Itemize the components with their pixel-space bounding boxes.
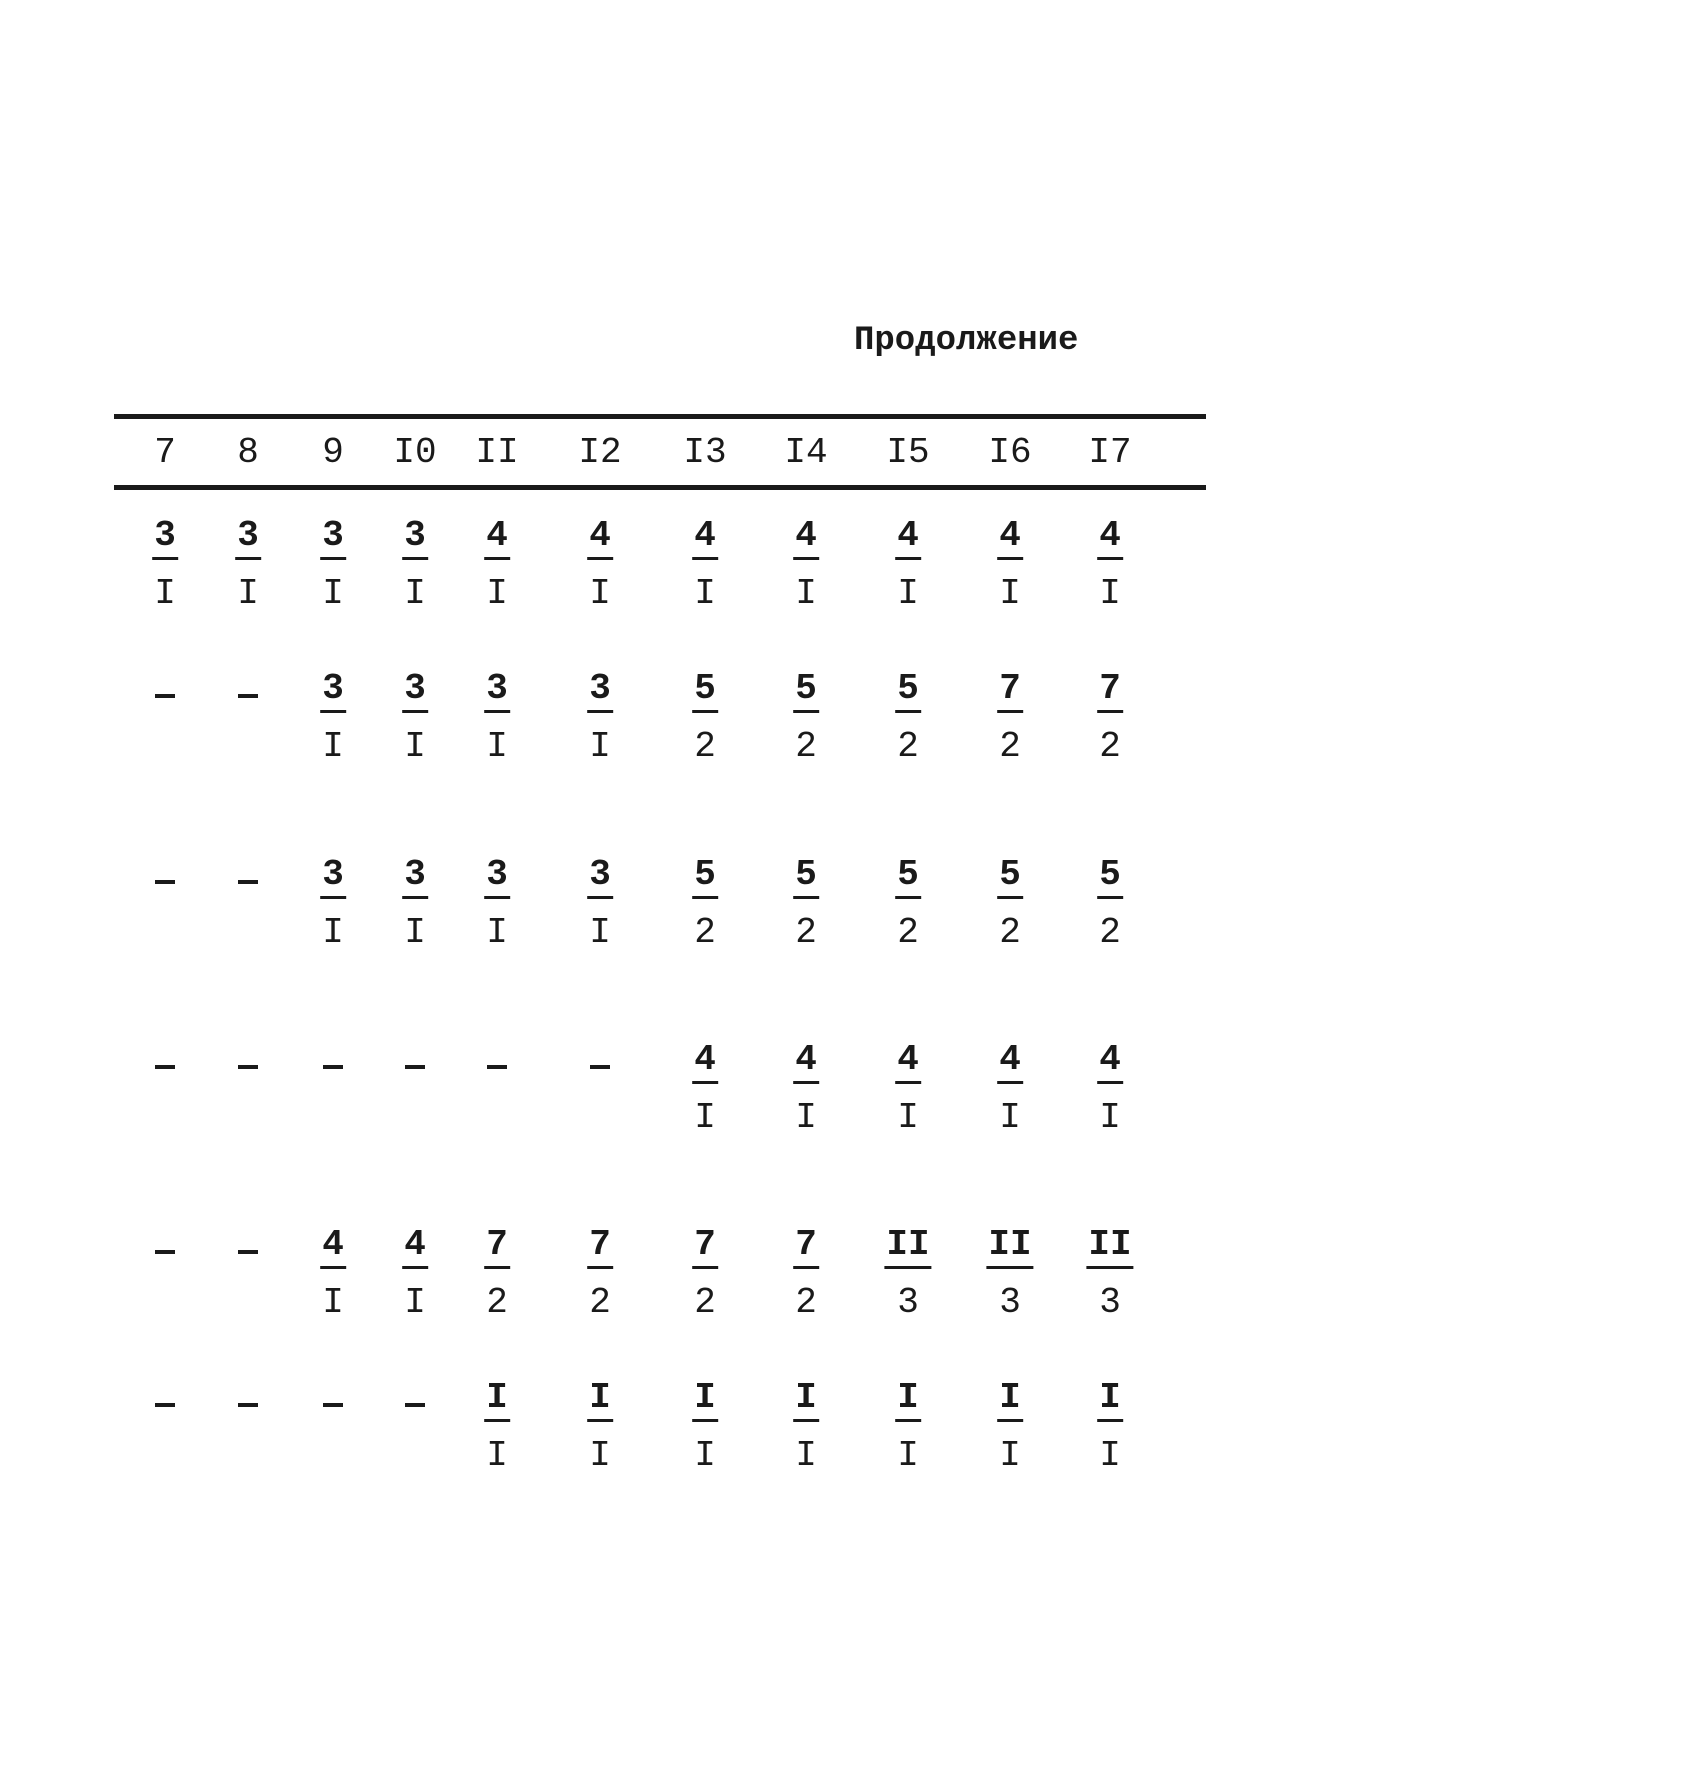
fraction-numerator: 3 [402,857,428,899]
dash-mark [155,1403,175,1407]
column-header: I7 [1088,432,1132,473]
fraction-cell [587,854,613,953]
fraction-denominator: I [486,573,508,614]
fraction-denominator: I [322,726,344,767]
fraction-cell [1097,1377,1123,1476]
fraction-cell [402,668,428,767]
fraction-numerator: 5 [895,671,921,713]
dash-mark [155,880,175,884]
fraction-numerator: 3 [402,671,428,713]
empty-dash-cell [155,1042,175,1078]
fraction-denominator: 2 [795,1282,817,1323]
fraction-cell [895,515,921,614]
fraction-denominator: 3 [1099,1282,1121,1323]
fraction-numerator: 4 [587,518,613,560]
fraction-cell [320,668,346,767]
fraction-denominator: I [999,573,1021,614]
empty-dash-cell [238,1380,258,1416]
fraction-denominator: 2 [897,912,919,953]
fraction-numerator: I [793,1380,819,1422]
column-header: I4 [784,432,828,473]
column-header: I0 [393,432,437,473]
fraction-numerator: 5 [1097,857,1123,899]
fraction-denominator: 2 [694,726,716,767]
empty-dash-cell [323,1380,343,1416]
fraction-cell [884,1224,931,1323]
fraction-numerator: 7 [793,1227,819,1269]
fraction-cell [997,854,1023,953]
empty-dash-cell [155,1380,175,1416]
dash-mark [155,694,175,698]
fraction-cell [997,1377,1023,1476]
dash-mark [238,1403,258,1407]
fraction-cell [320,854,346,953]
fraction-denominator: I [404,1282,426,1323]
empty-dash-cell [323,1042,343,1078]
fraction-cell [152,515,178,614]
fraction-numerator: 4 [793,518,819,560]
fraction-denominator: I [237,573,259,614]
fraction-denominator: I [154,573,176,614]
fraction-numerator: 3 [320,518,346,560]
fraction-numerator: 7 [484,1227,510,1269]
fraction-denominator: I [404,573,426,614]
column-header: I3 [683,432,727,473]
fraction-numerator: II [1086,1227,1133,1269]
fraction-denominator: I [999,1097,1021,1138]
fraction-numerator: 7 [587,1227,613,1269]
dash-mark [238,694,258,698]
fraction-denominator: 2 [589,1282,611,1323]
fraction-cell [587,515,613,614]
fraction-denominator: I [897,1097,919,1138]
fraction-denominator: I [694,573,716,614]
fraction-numerator: 3 [320,671,346,713]
fraction-cell [1086,1224,1133,1323]
fraction-denominator: I [589,1435,611,1476]
fraction-numerator: 5 [692,671,718,713]
fraction-denominator: I [1099,573,1121,614]
fraction-cell [793,515,819,614]
fraction-cell [895,1377,921,1476]
fraction-denominator: I [795,1097,817,1138]
fraction-denominator: I [589,912,611,953]
fraction-denominator: 2 [694,1282,716,1323]
fraction-numerator: 7 [997,671,1023,713]
fraction-numerator: 3 [484,857,510,899]
empty-dash-cell [487,1042,507,1078]
fraction-numerator: 3 [484,671,510,713]
fraction-denominator: 2 [999,726,1021,767]
fraction-cell [692,1039,718,1138]
fraction-numerator: 3 [320,857,346,899]
column-header: I2 [578,432,622,473]
fraction-denominator: 3 [999,1282,1021,1323]
fraction-cell [484,1377,510,1476]
dash-mark [590,1065,610,1069]
fraction-numerator: 3 [235,518,261,560]
fraction-numerator: 5 [692,857,718,899]
dash-mark [238,1065,258,1069]
empty-dash-cell [238,1042,258,1078]
fraction-denominator: I [694,1435,716,1476]
fraction-cell [793,854,819,953]
fraction-numerator: 4 [692,518,718,560]
dash-mark [487,1065,507,1069]
fraction-cell [1097,854,1123,953]
fraction-denominator: I [897,1435,919,1476]
fraction-denominator: I [1099,1097,1121,1138]
fraction-numerator: I [484,1380,510,1422]
fraction-cell [587,1377,613,1476]
empty-dash-cell [405,1380,425,1416]
fraction-denominator: I [795,1435,817,1476]
fraction-cell [986,1224,1033,1323]
fraction-denominator: I [694,1097,716,1138]
fraction-cell [692,668,718,767]
fraction-cell [402,1224,428,1323]
empty-dash-cell [155,671,175,707]
fraction-cell [692,1224,718,1323]
fraction-cell [997,1039,1023,1138]
empty-dash-cell [238,1227,258,1263]
fraction-cell [587,668,613,767]
fraction-numerator: 4 [895,1042,921,1084]
fraction-numerator: II [986,1227,1033,1269]
fraction-denominator: 2 [1099,912,1121,953]
empty-dash-cell [405,1042,425,1078]
fraction-denominator: I [486,726,508,767]
fraction-numerator: 3 [152,518,178,560]
fraction-numerator: I [895,1380,921,1422]
fraction-numerator: I [587,1380,613,1422]
fraction-cell [1097,668,1123,767]
fraction-cell [692,854,718,953]
column-header: I6 [988,432,1032,473]
fraction-cell [484,854,510,953]
dash-mark [238,880,258,884]
dash-mark [155,1250,175,1254]
fraction-denominator: I [999,1435,1021,1476]
fraction-numerator: 4 [997,518,1023,560]
fraction-cell [402,854,428,953]
fraction-numerator: 4 [895,518,921,560]
dash-mark [323,1065,343,1069]
fraction-denominator: 2 [795,726,817,767]
table-top-rule [114,414,1206,419]
column-header: 7 [154,432,176,473]
fraction-numerator: 4 [484,518,510,560]
fraction-cell [895,854,921,953]
fraction-denominator: I [795,573,817,614]
fraction-denominator: I [322,573,344,614]
fraction-numerator: 4 [402,1227,428,1269]
fraction-cell [793,1039,819,1138]
fraction-cell [484,668,510,767]
continuation-caption: Продолжение [854,322,1079,360]
fraction-denominator: I [486,1435,508,1476]
fraction-cell [793,668,819,767]
fraction-cell [402,515,428,614]
fraction-denominator: I [322,912,344,953]
fraction-denominator: I [1099,1435,1121,1476]
fraction-cell [997,668,1023,767]
fraction-denominator: I [404,726,426,767]
fraction-cell [692,515,718,614]
dash-mark [405,1065,425,1069]
table-header-rule [114,485,1206,490]
fraction-denominator: 2 [999,912,1021,953]
fraction-denominator: 2 [897,726,919,767]
fraction-numerator: 5 [895,857,921,899]
fraction-cell [997,515,1023,614]
fraction-denominator: I [897,573,919,614]
empty-dash-cell [155,857,175,893]
fraction-denominator: 2 [694,912,716,953]
fraction-denominator: I [404,912,426,953]
fraction-numerator: 4 [1097,518,1123,560]
fraction-cell [484,515,510,614]
dash-mark [238,1250,258,1254]
fraction-cell [587,1224,613,1323]
fraction-cell [235,515,261,614]
fraction-numerator: 7 [692,1227,718,1269]
fraction-cell [895,668,921,767]
fraction-numerator: 4 [692,1042,718,1084]
fraction-cell [320,1224,346,1323]
empty-dash-cell [238,857,258,893]
fraction-cell [1097,1039,1123,1138]
dash-mark [405,1403,425,1407]
fraction-numerator: 3 [402,518,428,560]
fraction-numerator: 4 [1097,1042,1123,1084]
fraction-numerator: II [884,1227,931,1269]
fraction-denominator: I [589,726,611,767]
fraction-numerator: 4 [320,1227,346,1269]
empty-dash-cell [155,1227,175,1263]
fraction-numerator: I [1097,1380,1123,1422]
fraction-numerator: 5 [793,671,819,713]
fraction-denominator: I [589,573,611,614]
empty-dash-cell [238,671,258,707]
fraction-cell [793,1377,819,1476]
dash-mark [155,1065,175,1069]
fraction-denominator: 3 [897,1282,919,1323]
empty-dash-cell [590,1042,610,1078]
column-header: II [475,432,519,473]
fraction-cell [484,1224,510,1323]
fraction-denominator: 2 [1099,726,1121,767]
fraction-denominator: 2 [486,1282,508,1323]
fraction-numerator: 5 [997,857,1023,899]
fraction-numerator: 4 [793,1042,819,1084]
fraction-denominator: I [322,1282,344,1323]
fraction-numerator: 7 [1097,671,1123,713]
fraction-cell [793,1224,819,1323]
fraction-cell [895,1039,921,1138]
fraction-cell [1097,515,1123,614]
column-header: I5 [886,432,930,473]
fraction-numerator: 4 [997,1042,1023,1084]
fraction-denominator: 2 [795,912,817,953]
fraction-denominator: I [486,912,508,953]
fraction-numerator: 3 [587,857,613,899]
fraction-cell [320,515,346,614]
fraction-cell [692,1377,718,1476]
fraction-numerator: 5 [793,857,819,899]
fraction-numerator: 3 [587,671,613,713]
column-header: 9 [322,432,344,473]
column-header: 8 [237,432,259,473]
fraction-numerator: I [997,1380,1023,1422]
fraction-numerator: I [692,1380,718,1422]
dash-mark [323,1403,343,1407]
